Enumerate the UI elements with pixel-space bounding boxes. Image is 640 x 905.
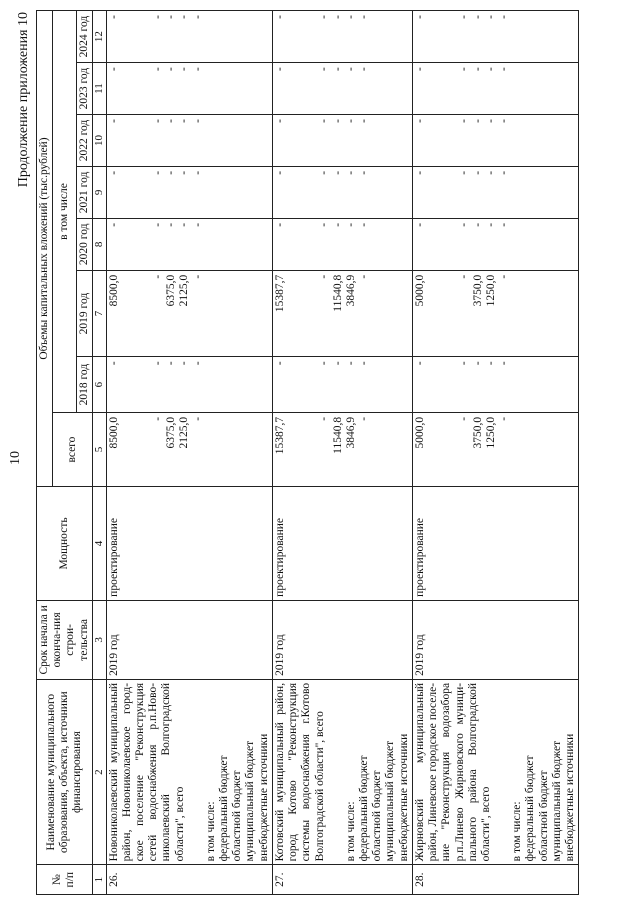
column-number: 5: [92, 412, 106, 486]
amount-municipal: 2125,0: [178, 274, 191, 307]
spacer: [305, 223, 318, 267]
spacer: [139, 223, 152, 267]
amount-extra: -: [358, 274, 371, 279]
amount-cell: [106, 115, 272, 167]
amount-cell: [412, 357, 578, 413]
amount-total: -: [107, 67, 120, 71]
amount-municipal: 1250,0: [484, 274, 497, 307]
spacer: [445, 223, 458, 267]
spacer: [139, 67, 152, 111]
header-year: 2018 год: [76, 357, 92, 413]
investment-table: [36, 10, 579, 895]
row-number: 26.: [106, 865, 272, 895]
spacer: [305, 15, 318, 59]
amount-municipal: -: [344, 361, 357, 366]
amount-federal: -: [318, 222, 331, 227]
amount-total: -: [413, 170, 426, 175]
capacity-cell: проектирование: [272, 487, 412, 601]
amount-federal: -: [318, 170, 331, 175]
source-label-regional: областной бюджет: [371, 770, 384, 862]
amount-municipal: -: [484, 170, 497, 175]
amount-cell: [272, 11, 412, 63]
amount-federal: -: [458, 67, 471, 71]
amount-total: -: [413, 222, 426, 227]
amount-municipal: -: [178, 119, 191, 123]
amount-municipal: -: [484, 119, 497, 123]
column-number: 10: [92, 115, 106, 167]
amount-federal: -: [151, 222, 164, 227]
spacer: [305, 361, 318, 409]
amount-total: -: [273, 119, 286, 123]
source-label-extra: внебюджетные источники: [564, 733, 577, 862]
amount-total: 5000,0: [413, 274, 426, 307]
amount-extra: -: [191, 416, 204, 421]
amount-cell: [272, 218, 412, 270]
header-num: № п/п: [37, 865, 93, 895]
row-number: 28.: [412, 865, 578, 895]
amount-extra: -: [358, 416, 371, 421]
amount-municipal: 3846,9: [344, 274, 357, 307]
amount-total: -: [107, 170, 120, 175]
amount-total: -: [107, 222, 120, 227]
amount-federal: -: [151, 15, 164, 19]
amount-municipal: -: [344, 15, 357, 19]
amount-cell: [106, 11, 272, 63]
amount-municipal: 1250,0: [484, 416, 497, 449]
header-year: 2019 год: [76, 270, 92, 357]
amount-extra: -: [497, 170, 510, 175]
source-label-federal: федеральный бюджет: [524, 755, 537, 862]
source-label-extra: внебюджетные источники: [397, 733, 410, 862]
amount-total: 5000,0: [413, 416, 426, 449]
amount-municipal: -: [484, 222, 497, 227]
header-investments: Объемы капитальных вложений (тыс.рублей): [37, 11, 53, 487]
header-year: 2024 год: [76, 11, 92, 63]
amount-federal: -: [151, 361, 164, 366]
spacer: [445, 15, 458, 59]
amount-regional: -: [165, 119, 178, 123]
amount-federal: -: [458, 361, 471, 366]
amount-cell: [106, 357, 272, 413]
spacer: [445, 361, 458, 409]
amount-total: -: [413, 119, 426, 123]
amount-regional: 3750,0: [471, 274, 484, 307]
term-cell: 2019 год: [106, 600, 272, 679]
spacer: [445, 119, 458, 163]
amount-regional: 11540,8: [331, 274, 344, 312]
amount-municipal: -: [178, 222, 191, 227]
spacer: [305, 417, 318, 483]
amount-municipal: -: [178, 15, 191, 19]
amount-federal: -: [318, 361, 331, 366]
amount-extra: -: [497, 222, 510, 227]
amount-federal: -: [458, 119, 471, 123]
amount-federal: -: [318, 67, 331, 71]
amount-federal: -: [151, 416, 164, 421]
header-term: Срок начала и оконча-ния строи-тельства: [37, 600, 93, 679]
object-name: Жирновский муниципальный район, Линевское городское поселе-ние "Реконструкция водозабора р.п.Линево Жирновского муници-пального района Волгоградской области", всего: [413, 682, 492, 862]
amount-regional: -: [165, 222, 178, 227]
amount-municipal: -: [344, 67, 357, 71]
amount-regional: -: [331, 15, 344, 19]
amount-cell: [412, 412, 578, 486]
amount-regional: -: [331, 361, 344, 366]
object-name: Новониколаевский муниципальный район, Новониколаевское город-ское поселение "Реконструкция сетей водоснабжения р.п.Ново-николаевский Волгоградской области", всего: [107, 682, 186, 862]
header-year: 2021 год: [76, 166, 92, 218]
header-total: всего: [53, 412, 93, 486]
amount-cell: [106, 270, 272, 357]
amount-cell: [106, 412, 272, 486]
amount-municipal: -: [344, 170, 357, 175]
header-including: в том числе: [53, 11, 76, 413]
amount-extra: -: [191, 222, 204, 227]
amount-regional: -: [331, 67, 344, 71]
amount-regional: -: [165, 15, 178, 19]
spacer: [139, 361, 152, 409]
amount-regional: 6375,0: [165, 274, 178, 307]
continuation-note: Продолжение приложения 10: [16, 12, 31, 188]
amount-total: -: [413, 15, 426, 19]
spacer: [305, 275, 318, 354]
amount-total: -: [273, 170, 286, 175]
amount-federal: -: [458, 222, 471, 227]
including-label: в том числе:: [204, 801, 217, 862]
column-number: 12: [92, 11, 106, 63]
header-year: 2020 год: [76, 218, 92, 270]
amount-federal: -: [318, 274, 331, 279]
amount-cell: [106, 166, 272, 218]
amount-regional: -: [331, 222, 344, 227]
object-cell: [412, 679, 578, 864]
column-number-row: [92, 11, 106, 895]
amount-federal: -: [151, 67, 164, 71]
table-row: [106, 11, 272, 895]
amount-regional: -: [471, 170, 484, 175]
spacer: [445, 275, 458, 354]
amount-regional: -: [471, 119, 484, 123]
amount-regional: -: [471, 361, 484, 366]
amount-extra: -: [358, 119, 371, 123]
amount-federal: -: [151, 274, 164, 279]
column-number: 4: [92, 487, 106, 601]
amount-regional: -: [165, 361, 178, 366]
amount-extra: -: [497, 416, 510, 421]
amount-regional: 6375,0: [165, 416, 178, 449]
capacity-cell: проектирование: [412, 487, 578, 601]
amount-extra: -: [191, 15, 204, 19]
amount-cell: [412, 115, 578, 167]
table-row: [412, 11, 578, 895]
amount-total: -: [273, 15, 286, 19]
amount-cell: [412, 63, 578, 115]
spacer: [139, 15, 152, 59]
amount-extra: -: [497, 15, 510, 19]
including-label: в том числе:: [511, 801, 524, 862]
amount-cell: [106, 63, 272, 115]
amount-federal: -: [458, 274, 471, 279]
amount-federal: -: [151, 119, 164, 123]
amount-cell: [412, 270, 578, 357]
amount-extra: -: [191, 67, 204, 71]
spacer: [305, 171, 318, 215]
amount-municipal: -: [484, 361, 497, 366]
amount-federal: -: [458, 416, 471, 421]
amount-regional: -: [165, 170, 178, 175]
amount-total: -: [273, 67, 286, 71]
amount-total: -: [107, 119, 120, 123]
amount-extra: -: [358, 67, 371, 71]
amount-regional: -: [471, 222, 484, 227]
amount-regional: -: [471, 67, 484, 71]
term-cell: 2019 год: [412, 600, 578, 679]
amount-extra: -: [358, 170, 371, 175]
spacer: [139, 417, 152, 483]
amount-regional: -: [331, 119, 344, 123]
amount-total: 8500,0: [107, 274, 120, 307]
source-label-municipal: муниципальный бюджет: [384, 740, 397, 862]
amount-municipal: -: [484, 67, 497, 71]
amount-regional: -: [165, 67, 178, 71]
amount-federal: -: [151, 170, 164, 175]
amount-cell: [272, 357, 412, 413]
amount-regional: -: [331, 170, 344, 175]
spacer: [305, 119, 318, 163]
object-cell: [106, 679, 272, 864]
amount-federal: -: [318, 119, 331, 123]
amount-regional: 11540,8: [331, 416, 344, 454]
amount-municipal: -: [178, 361, 191, 366]
column-number: 11: [92, 63, 106, 115]
amount-total: -: [273, 361, 286, 366]
column-number: 7: [92, 270, 106, 357]
source-label-federal: федеральный бюджет: [218, 755, 231, 862]
amount-federal: -: [458, 170, 471, 175]
amount-cell: [272, 270, 412, 357]
spacer: [445, 417, 458, 483]
amount-total: 15387,7: [273, 416, 286, 455]
amount-federal: -: [458, 15, 471, 19]
column-number: 9: [92, 166, 106, 218]
spacer: [139, 171, 152, 215]
amount-municipal: 2125,0: [178, 416, 191, 449]
amount-cell: [272, 63, 412, 115]
amount-federal: -: [318, 416, 331, 421]
table-row: [272, 11, 412, 895]
capacity-cell: проектирование: [106, 487, 272, 601]
including-label: в том числе:: [344, 801, 357, 862]
amount-extra: -: [191, 361, 204, 366]
amount-extra: -: [191, 274, 204, 279]
source-label-extra: внебюджетные источники: [257, 733, 270, 862]
amount-extra: -: [191, 170, 204, 175]
spacer: [445, 171, 458, 215]
page-number: 10: [8, 451, 23, 465]
amount-federal: -: [318, 15, 331, 19]
spacer: [305, 67, 318, 111]
amount-extra: -: [497, 119, 510, 123]
source-label-municipal: муниципальный бюджет: [244, 740, 257, 862]
object-name: Котовский муниципальный район, город Котово "Реконструкция системы водоснабжения г.Котово Волгоградской области", всего: [273, 682, 326, 862]
row-number: 27.: [272, 865, 412, 895]
amount-extra: -: [497, 67, 510, 71]
header-year: 2023 год: [76, 63, 92, 115]
amount-extra: -: [358, 361, 371, 366]
amount-municipal: 3846,9: [344, 416, 357, 449]
amount-total: -: [413, 67, 426, 71]
header-name: Наименование муниципального образования, объекта, источники финансирования: [37, 679, 93, 864]
spacer: [139, 275, 152, 354]
amount-cell: [412, 218, 578, 270]
amount-cell: [272, 115, 412, 167]
amount-municipal: -: [178, 170, 191, 175]
amount-total: -: [413, 361, 426, 366]
source-label-regional: областной бюджет: [537, 770, 550, 862]
amount-municipal: -: [344, 222, 357, 227]
column-number: 1: [92, 865, 106, 895]
amount-extra: -: [191, 119, 204, 123]
amount-extra: -: [358, 222, 371, 227]
amount-total: -: [107, 361, 120, 366]
spacer: [139, 119, 152, 163]
column-number: 2: [92, 679, 106, 864]
amount-total: 15387,7: [273, 274, 286, 313]
spacer: [445, 67, 458, 111]
column-number: 8: [92, 218, 106, 270]
amount-regional: 3750,0: [471, 416, 484, 449]
source-label-regional: областной бюджет: [231, 770, 244, 862]
amount-cell: [412, 11, 578, 63]
amount-cell: [272, 412, 412, 486]
object-cell: [272, 679, 412, 864]
amount-total: 8500,0: [107, 416, 120, 449]
header-year: 2022 год: [76, 115, 92, 167]
amount-total: -: [107, 15, 120, 19]
column-number: 6: [92, 357, 106, 413]
column-number: 3: [92, 600, 106, 679]
amount-extra: -: [358, 15, 371, 19]
source-label-municipal: муниципальный бюджет: [550, 740, 563, 862]
term-cell: 2019 год: [272, 600, 412, 679]
source-label-federal: федеральный бюджет: [358, 755, 371, 862]
amount-municipal: -: [178, 67, 191, 71]
amount-cell: [272, 166, 412, 218]
amount-extra: -: [497, 274, 510, 279]
amount-total: -: [273, 222, 286, 227]
amount-cell: [106, 218, 272, 270]
amount-regional: -: [471, 15, 484, 19]
amount-cell: [412, 166, 578, 218]
amount-municipal: -: [344, 119, 357, 123]
header-capacity: Мощность: [37, 487, 93, 601]
amount-municipal: -: [484, 15, 497, 19]
table-body: [106, 11, 579, 895]
amount-extra: -: [497, 361, 510, 366]
